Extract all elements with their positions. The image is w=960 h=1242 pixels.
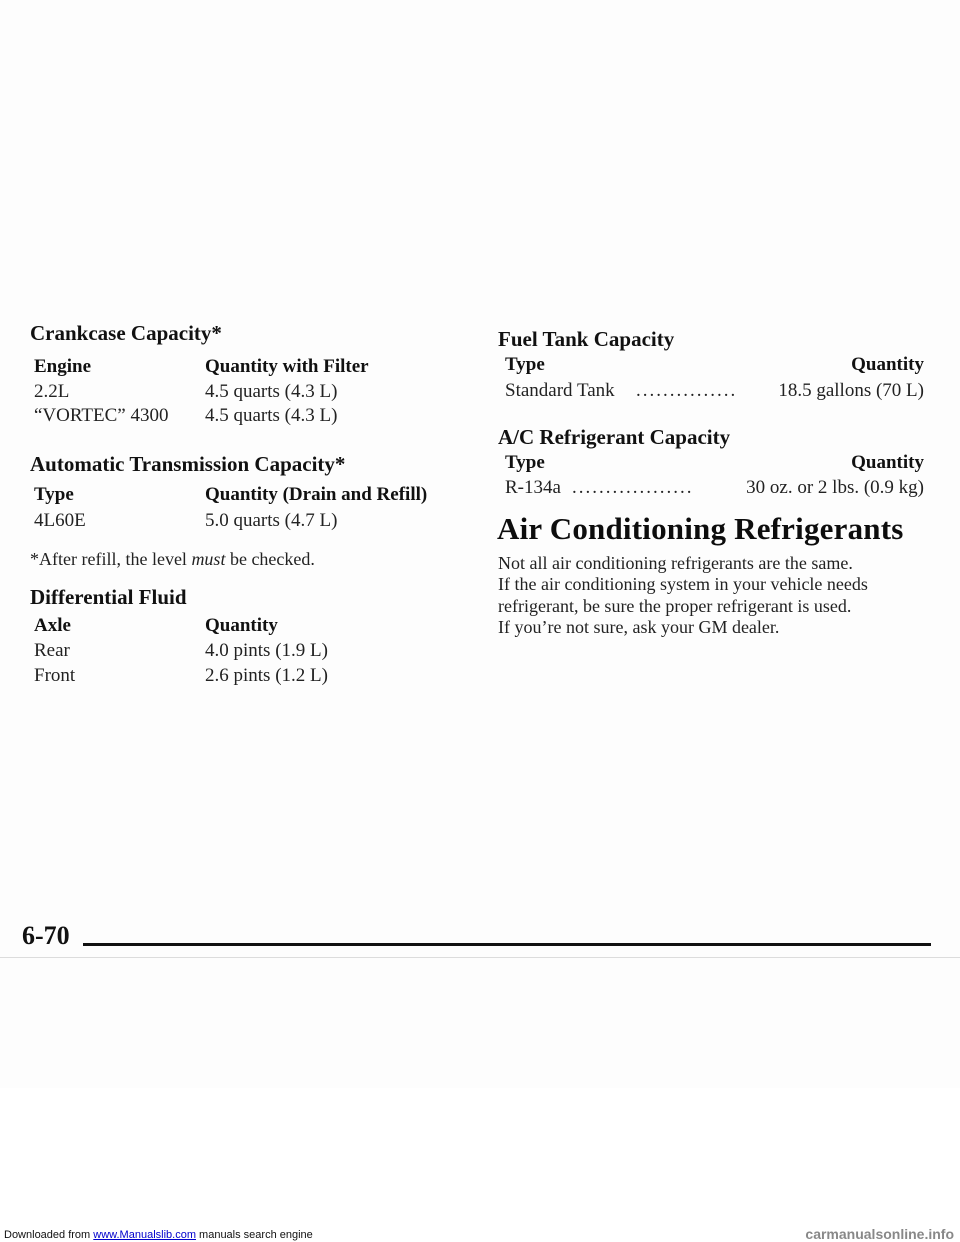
crankcase-row-engine: 2.2L — [34, 381, 70, 402]
ac-col-quantity: Quantity — [851, 452, 924, 473]
differential-col-axle: Axle — [34, 615, 71, 636]
crankcase-row-engine: “VORTEC” 4300 — [34, 405, 169, 426]
ac-row-leader: .................. — [572, 477, 694, 498]
differential-row-quantity: 2.6 pints (1.2 L) — [205, 665, 328, 686]
download-footer — [4, 1229, 313, 1241]
footer-suffix: manuals search engine — [195, 1229, 313, 1241]
page-rule — [83, 943, 931, 946]
watermark-text: carmanualsonline.info — [805, 1226, 954, 1242]
refrigerants-line: refrigerant, be sure the proper refrigerant is used. — [498, 596, 852, 616]
ac-row-value: 30 oz. or 2 lbs. (0.9 kg) — [746, 477, 924, 498]
fuel-col-type: Type — [505, 354, 545, 375]
differential-row-axle: Rear — [34, 640, 70, 661]
fuel-col-quantity: Quantity — [851, 354, 924, 375]
refill-note — [30, 549, 315, 570]
refrigerants-line: If the air conditioning system in your vehicle needs — [498, 574, 868, 594]
footer-prefix: Downloaded from — [4, 1229, 94, 1241]
crankcase-col-engine: Engine — [34, 356, 92, 377]
transmission-row-quantity: 5.0 quarts (4.7 L) — [205, 510, 338, 531]
crankcase-row-quantity: 4.5 quarts (4.3 L) — [205, 381, 338, 402]
refrigerants-line: Not all air conditioning refrigerants are the same. — [498, 553, 853, 573]
differential-title: Differential Fluid — [30, 585, 187, 609]
fuel-row-label: Standard Tank — [505, 380, 615, 401]
crankcase-col-quantity: Quantity with Filter — [205, 356, 369, 377]
ac-row-label: R-134a — [505, 477, 561, 498]
ac-col-type: Type — [505, 452, 545, 473]
differential-row-axle: Front — [34, 665, 76, 686]
crankcase-row-quantity: 4.5 quarts (4.3 L) — [205, 405, 338, 426]
crankcase-title: Crankcase Capacity* — [30, 321, 222, 345]
fuel-tank-title: Fuel Tank Capacity — [498, 327, 675, 351]
transmission-col-quantity: Quantity (Drain and Refill) — [205, 484, 428, 505]
refill-note-emphasis: must — [191, 549, 226, 569]
refrigerants-heading: Air Conditioning Refrigerants — [497, 511, 904, 546]
refill-note-text-end: be checked. — [225, 549, 315, 569]
page-number: 6-70 — [22, 921, 70, 950]
transmission-row-type: 4L60E — [34, 510, 86, 531]
transmission-col-type: Type — [34, 484, 74, 505]
transmission-title: Automatic Transmission Capacity* — [30, 452, 346, 476]
differential-col-quantity: Quantity — [205, 615, 278, 636]
fuel-row-leader: ............... — [636, 380, 738, 401]
differential-row-quantity: 4.0 pints (1.9 L) — [205, 640, 328, 661]
ac-capacity-title: A/C Refrigerant Capacity — [498, 425, 731, 449]
manualslib-link[interactable]: www.Manualslib.com — [93, 1229, 196, 1241]
refrigerants-line: If you’re not sure, ask your GM dealer. — [498, 617, 780, 637]
refill-note-text: *After refill, the level — [30, 549, 192, 569]
fuel-row-value: 18.5 gallons (70 L) — [778, 380, 924, 401]
scan-edge-line — [0, 957, 960, 958]
